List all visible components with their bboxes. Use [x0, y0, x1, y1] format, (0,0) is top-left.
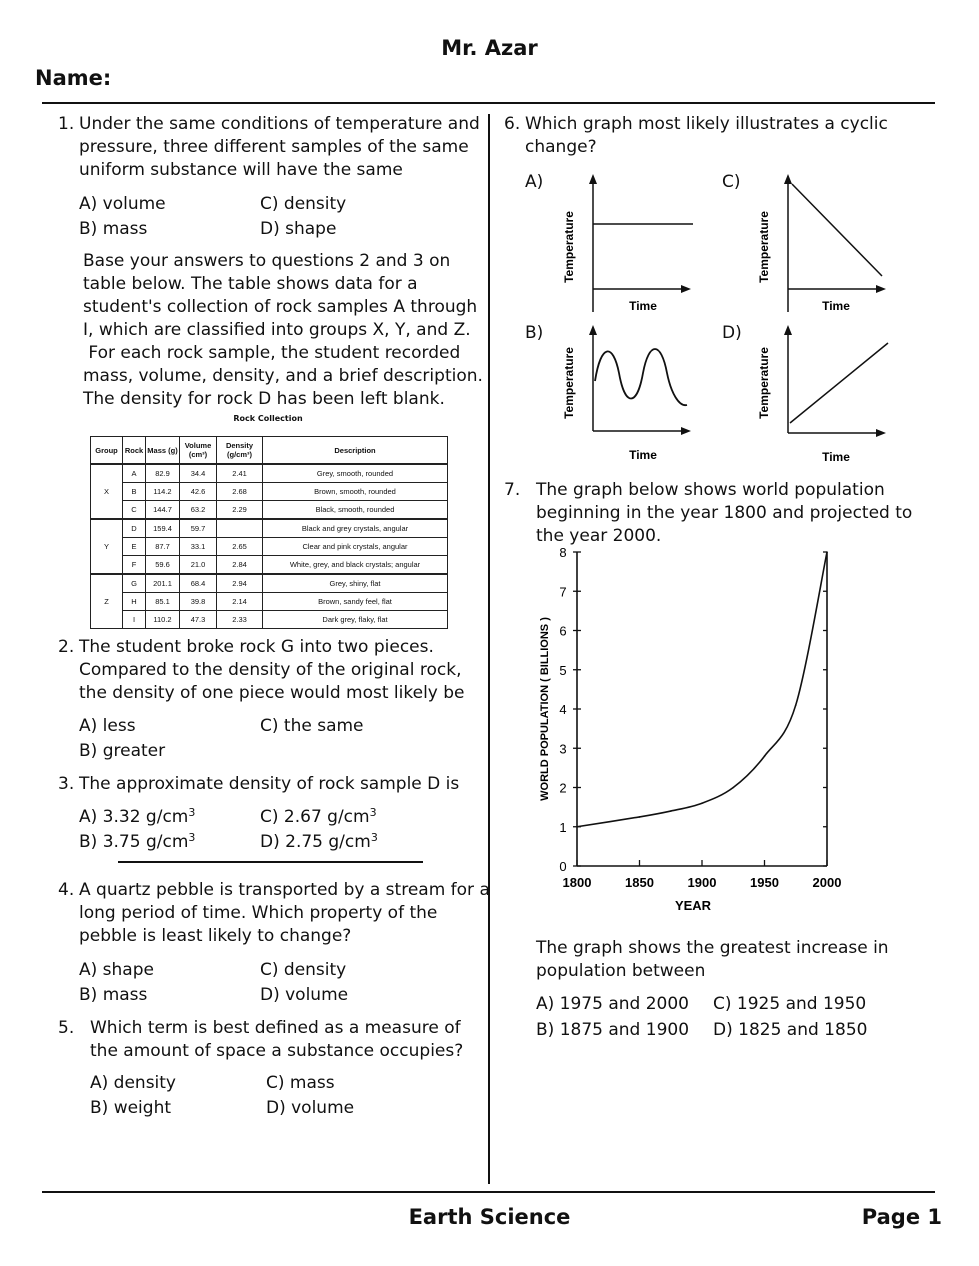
question-number: 6.	[504, 114, 521, 134]
choice-b[interactable]	[79, 830, 195, 855]
data-point	[795, 704, 797, 706]
question-number: 4.	[58, 880, 75, 900]
x-ticks	[563, 860, 842, 890]
section-separator	[118, 861, 423, 863]
stimulus-line: mass, volume, density, and a brief description.	[83, 366, 483, 386]
table-cell: Brown, smooth, rounded	[263, 483, 448, 501]
question-text-line: Compared to the density of the original rock,	[79, 660, 462, 680]
choice-d[interactable]: D) volume	[266, 1098, 355, 1118]
question-text-line: beginning in the year 1800 and projected to	[536, 503, 913, 523]
question-text-line: The graph shows the greatest increase in	[536, 938, 889, 958]
rock-collection-table	[90, 436, 448, 629]
student-name-label: Name:	[35, 66, 112, 90]
y-tick-label: 6	[559, 623, 567, 639]
question-text-line: Which term is best defined as a measure of	[90, 1018, 461, 1038]
data-point	[701, 802, 703, 804]
arrow-icon	[681, 285, 691, 293]
table-cell: 68.4	[180, 574, 217, 593]
y-axis-label: Temperature	[562, 211, 576, 283]
superscript: 3	[188, 806, 196, 819]
question-text-line: long period of time. Which property of the	[79, 903, 438, 923]
x-axis-label: Time	[629, 299, 657, 313]
table-cell: 87.7	[146, 538, 180, 556]
table-cell: 159.4	[146, 519, 180, 538]
y-tick-label: 3	[559, 741, 567, 757]
superscript: 3	[370, 831, 378, 844]
page-number: Page 1	[861, 1205, 942, 1229]
question-3	[58, 773, 459, 796]
x-axis-label: YEAR	[674, 898, 712, 913]
choice-d[interactable]: D) 1825 and 1850	[713, 1020, 868, 1040]
x-axis-label: Time	[822, 450, 850, 464]
choice-text: B) 3.75 g/cm	[79, 832, 189, 852]
question-text-line: population between	[536, 961, 706, 981]
graph-choice-a-label[interactable]: A)	[525, 172, 544, 192]
question-text-line: the amount of space a substance occupies?	[90, 1041, 464, 1061]
table-header: Volume (cm³)	[180, 437, 217, 465]
x-axis-label: Time	[629, 448, 657, 462]
table-cell: H	[123, 593, 146, 611]
table-cell: 110.2	[146, 611, 180, 629]
choice-a[interactable]: A) volume	[79, 194, 166, 214]
choice-text: C) 2.67 g/cm	[260, 807, 370, 827]
table-cell: 2.65	[217, 538, 263, 556]
question-text-line: pressure, three different samples of the same	[79, 137, 469, 157]
table-row	[91, 556, 448, 575]
table-header: Mass (g)	[146, 437, 180, 465]
table-cell: 2.84	[217, 556, 263, 575]
data-point	[732, 787, 734, 789]
question-text-line: the year 2000.	[536, 526, 662, 546]
graph-choice-b-label[interactable]: B)	[525, 323, 544, 343]
table-cell: 34.4	[180, 464, 217, 483]
choice-d[interactable]	[260, 830, 378, 855]
choice-a[interactable]: A) 1975 and 2000	[536, 994, 689, 1014]
table-cell: B	[123, 483, 146, 501]
question-2	[58, 636, 465, 705]
question-text-line: Which graph most likely illustrates a cyclic	[525, 114, 888, 134]
y-axis-label: WORLD POPULATION ( BILLIONS )	[539, 617, 551, 801]
y-tick-label: 2	[559, 780, 567, 796]
superscript: 3	[188, 831, 196, 844]
data-point	[576, 826, 578, 828]
y-axis-label: Temperature	[757, 347, 771, 419]
population-curve	[577, 552, 827, 827]
table-cell: Clear and pink crystals, angular	[263, 538, 448, 556]
table-cell: I	[123, 611, 146, 629]
arrow-icon	[589, 325, 597, 335]
table-header: Rock	[123, 437, 146, 465]
choice-b[interactable]: B) weight	[90, 1098, 172, 1118]
arrow-icon	[681, 427, 691, 435]
table-row	[91, 501, 448, 520]
question-text-line: the density of one piece would most likely be	[79, 683, 465, 703]
table-cell: C	[123, 501, 146, 520]
table-header: Density (g/cm³)	[217, 437, 263, 465]
choice-b[interactable]: B) mass	[79, 219, 148, 239]
y-tick-label: 7	[559, 584, 567, 600]
stimulus-line: Base your answers to questions 2 and 3 on	[83, 251, 451, 271]
column-divider	[488, 114, 490, 1184]
choice-b[interactable]: B) greater	[79, 741, 166, 761]
question-5	[58, 1017, 463, 1063]
x-tick-label: 1850	[625, 875, 654, 890]
graph-choice-c-label[interactable]: C)	[722, 172, 741, 192]
table-cell: D	[123, 519, 146, 538]
table-cell: 2.14	[217, 593, 263, 611]
question-number: 7.	[504, 480, 521, 500]
data-point	[670, 810, 672, 812]
y-tick-label: 0	[559, 859, 567, 874]
table-header: Description	[263, 437, 448, 465]
table-cell: Grey, shiny, flat	[263, 574, 448, 593]
teacher-name: Mr. Azar	[441, 36, 538, 60]
choice-a[interactable]: A) shape	[79, 960, 154, 980]
table-cell: Dark grey, flaky, flat	[263, 611, 448, 629]
choice-c[interactable]: C) density	[260, 960, 347, 980]
choice-a[interactable]: A) less	[79, 716, 136, 736]
choice-d[interactable]: D) volume	[260, 985, 349, 1005]
choice-b[interactable]: B) mass	[79, 985, 148, 1005]
graph-a-xaxis	[555, 282, 695, 318]
decreasing-line	[792, 184, 882, 276]
table-cell: Brown, sandy feel, flat	[263, 593, 448, 611]
arrow-icon	[876, 429, 886, 437]
x-tick-label: 1950	[750, 875, 779, 890]
stimulus-line: I, which are classified into groups X, Y, and Z.	[83, 320, 471, 340]
table-cell: 144.7	[146, 501, 180, 520]
graph-d-increasing[interactable]	[750, 323, 890, 467]
table-row	[91, 611, 448, 629]
graph-b-cyclic[interactable]	[555, 323, 695, 467]
cyclic-wave	[595, 349, 687, 405]
population-chart	[530, 544, 860, 920]
choice-text: D) 2.75 g/cm	[260, 832, 371, 852]
question-7-followup	[536, 937, 889, 983]
y-axis-label: Temperature	[562, 347, 576, 419]
question-number: 5.	[58, 1018, 75, 1038]
choice-c[interactable]: C) 1925 and 1950	[713, 994, 867, 1014]
x-axis-label: Time	[822, 299, 850, 313]
table-cell: 47.3	[180, 611, 217, 629]
choice-c[interactable]: C) the same	[260, 716, 364, 736]
table-cell: 114.2	[146, 483, 180, 501]
table-cell: E	[123, 538, 146, 556]
choice-d[interactable]: D) shape	[260, 219, 337, 239]
table-cell: 21.0	[180, 556, 217, 575]
question-text-line: Under the same conditions of temperature and	[79, 114, 480, 134]
choice-b[interactable]: B) 1875 and 1900	[536, 1020, 690, 1040]
increasing-line	[790, 343, 888, 423]
table-cell: Black and grey crystals, angular	[263, 519, 448, 538]
arrow-icon	[784, 325, 792, 335]
data-point	[826, 551, 828, 553]
choice-c[interactable]: C) mass	[266, 1073, 335, 1093]
x-tick-label: 1800	[562, 875, 592, 890]
y-tick-label: 4	[559, 702, 567, 717]
choice-a[interactable]	[79, 805, 195, 830]
table-cell: 39.8	[180, 593, 217, 611]
rock-table-title: Rock Collection	[233, 414, 303, 423]
question-1	[58, 113, 480, 182]
table-row	[91, 574, 448, 593]
table-row	[91, 593, 448, 611]
table-cell: A	[123, 464, 146, 483]
stimulus-line: student's collection of rock samples A through	[83, 297, 478, 317]
choice-c[interactable]: C) density	[260, 194, 347, 214]
data-point	[764, 755, 766, 757]
x-tick-label: 1900	[687, 875, 717, 890]
x-tick-label: 2000	[812, 875, 842, 890]
group-cell: Y	[91, 519, 123, 574]
table-cell: 2.94	[217, 574, 263, 593]
y-ticks	[559, 545, 827, 874]
table-cell: 2.68	[217, 483, 263, 501]
table-cell: 42.6	[180, 483, 217, 501]
question-text-line: The graph below shows world population	[536, 480, 885, 500]
table-cell: 59.7	[180, 519, 217, 538]
question-text-line: A quartz pebble is transported by a stream for a	[79, 880, 490, 900]
table-cell: 201.1	[146, 574, 180, 593]
table-cell: 85.1	[146, 593, 180, 611]
footer-rule	[42, 1191, 935, 1193]
y-axis-label: Temperature	[757, 211, 771, 283]
arrow-icon	[784, 174, 792, 184]
chart-axes	[577, 552, 827, 866]
y-tick-label: 5	[559, 662, 567, 678]
graph-choice-d-label[interactable]: D)	[722, 323, 742, 343]
question-4	[58, 879, 490, 948]
table-cell: 33.1	[180, 538, 217, 556]
choice-a[interactable]: A) density	[90, 1073, 176, 1093]
table-cell: 63.2	[180, 501, 217, 520]
table-cell: 2.33	[217, 611, 263, 629]
question-6	[504, 113, 888, 159]
stimulus-text	[83, 250, 483, 411]
table-row	[91, 519, 448, 538]
graph-c-xaxis	[750, 282, 890, 318]
table-cell: 2.41	[217, 464, 263, 483]
question-number: 2.	[58, 637, 75, 657]
question-text-line: change?	[525, 137, 597, 157]
question-7	[504, 479, 912, 548]
subject-label: Earth Science	[408, 1205, 571, 1229]
question-number: 3.	[58, 774, 75, 794]
table-cell: 82.9	[146, 464, 180, 483]
question-text-line: pebble is least likely to change?	[79, 926, 352, 946]
data-point	[639, 816, 641, 818]
table-cell: F	[123, 556, 146, 575]
table-cell: G	[123, 574, 146, 593]
stimulus-line: table below. The table shows data for a	[83, 274, 418, 294]
y-tick-label: 1	[559, 819, 567, 835]
question-text-line: The approximate density of rock sample D is	[79, 774, 460, 794]
table-row	[91, 483, 448, 501]
stimulus-line: The density for rock D has been left blank.	[83, 389, 445, 409]
stimulus-line: For each rock sample, the student recorded	[83, 343, 461, 363]
superscript: 3	[369, 806, 377, 819]
table-cell: 2.29	[217, 501, 263, 520]
arrow-icon	[876, 285, 886, 293]
table-row	[91, 538, 448, 556]
table-cell	[217, 519, 263, 538]
choice-text: A) 3.32 g/cm	[79, 807, 189, 827]
table-cell: Grey, smooth, rounded	[263, 464, 448, 483]
table-row	[91, 464, 448, 483]
question-text-line: The student broke rock G into two pieces.	[79, 637, 434, 657]
question-text-line: uniform substance will have the same	[79, 160, 403, 180]
group-cell: Z	[91, 574, 123, 629]
y-tick-label: 8	[559, 545, 567, 560]
arrow-icon	[589, 174, 597, 184]
group-cell: X	[91, 464, 123, 519]
table-cell: White, grey, and black crystals; angular	[263, 556, 448, 575]
table-header: Group	[91, 437, 123, 465]
table-cell: 59.6	[146, 556, 180, 575]
question-number: 1.	[58, 114, 75, 134]
header-rule	[42, 102, 935, 104]
table-cell: Black, smooth, rounded	[263, 501, 448, 520]
choice-c[interactable]	[260, 805, 377, 830]
data-points	[576, 551, 828, 827]
